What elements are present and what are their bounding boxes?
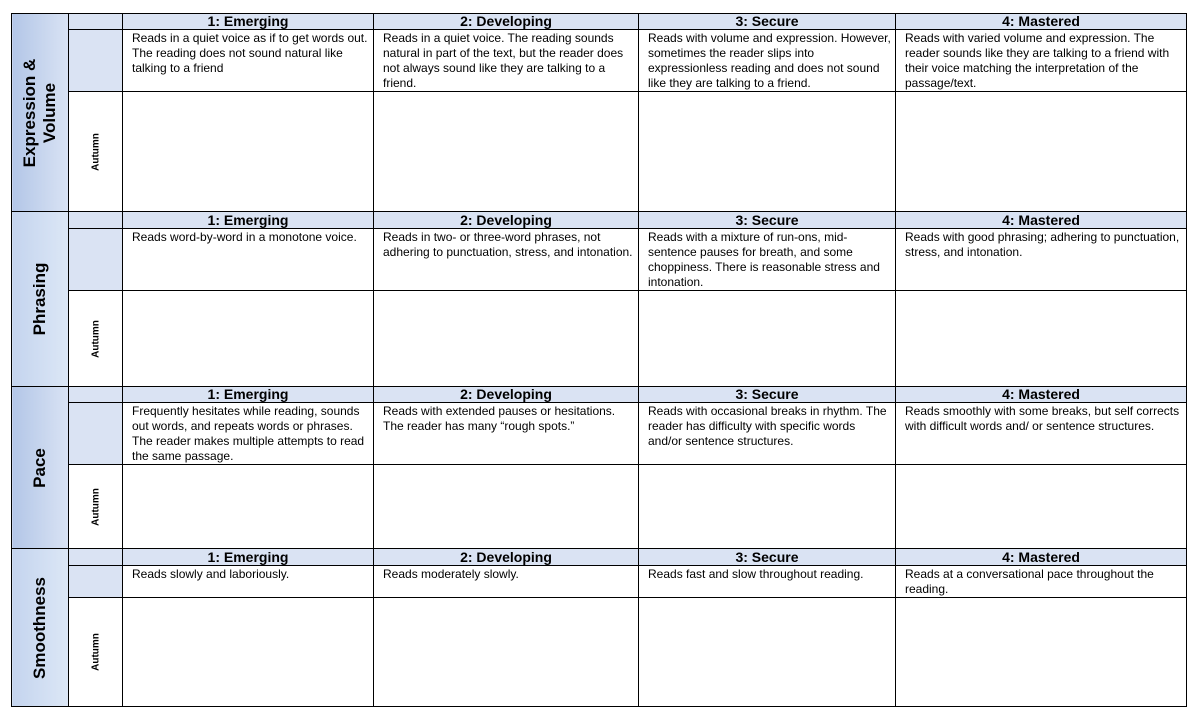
descriptor-row <box>12 30 1187 92</box>
header-row <box>12 14 1187 30</box>
assessment-cell[interactable] <box>374 92 639 212</box>
level-header: 4: Mastered <box>896 549 1187 566</box>
header-row <box>12 212 1187 229</box>
category-label <box>30 576 50 678</box>
descriptor-cell: Reads with varied volume and expression. The reader sounds like they are talking to a friend with their voice matching the interpretation of the passage/text. <box>896 30 1187 92</box>
category-name-line: Pace <box>30 447 49 488</box>
descriptor-cell: Reads moderately slowly. <box>374 566 639 598</box>
assessment-cell[interactable] <box>896 92 1187 212</box>
season-label-cell <box>69 291 123 387</box>
level-header: 2: Developing <box>374 387 639 403</box>
level-header: 1: Emerging <box>123 549 374 566</box>
level-header: 1: Emerging <box>123 387 374 403</box>
descriptor-row-label <box>69 229 123 291</box>
descriptor-cell: Reads with extended pauses or hesitations. The reader has many “rough spots.” <box>374 403 639 465</box>
corner-cell <box>69 387 123 403</box>
assessment-cell[interactable] <box>123 291 374 387</box>
descriptor-cell: Reads with volume and expression. However, sometimes the reader slips into expressionless reading and does not sound like they are talking to a friend. <box>639 30 896 92</box>
category-cell <box>12 14 69 212</box>
autumn-row <box>12 598 1187 707</box>
descriptor-cell: Reads in two- or three-word phrases, not adhering to punctuation, stress, and intonation. <box>374 229 639 291</box>
assessment-cell[interactable] <box>374 465 639 549</box>
assessment-cell[interactable] <box>639 598 896 707</box>
assessment-cell[interactable] <box>639 291 896 387</box>
category-label <box>30 448 50 488</box>
descriptor-cell: Reads with a mixture of run-ons, mid-sentence pauses for breath, and some choppiness. There is reasonable stress and intonation. <box>639 229 896 291</box>
level-header: 3: Secure <box>639 387 896 403</box>
category-cell <box>12 212 69 387</box>
assessment-cell[interactable] <box>374 291 639 387</box>
descriptor-cell: Reads at a conversational pace throughout the reading. <box>896 566 1187 598</box>
season-label-cell <box>69 465 123 549</box>
descriptor-cell: Reads smoothly with some breaks, but self corrects with difficult words and/ or sentence structures. <box>896 403 1187 465</box>
assessment-cell[interactable] <box>374 598 639 707</box>
descriptor-cell: Reads in a quiet voice. The reading sounds natural in part of the text, but the reader does not always sound like they are talking to a friend. <box>374 30 639 92</box>
level-header: 2: Developing <box>374 14 639 30</box>
level-header: 2: Developing <box>374 549 639 566</box>
assessment-cell[interactable] <box>639 92 896 212</box>
assessment-cell[interactable] <box>123 598 374 707</box>
assessment-cell[interactable] <box>123 92 374 212</box>
corner-cell <box>69 14 123 30</box>
descriptor-cell: Reads fast and slow throughout reading. <box>639 566 896 598</box>
descriptor-row <box>12 229 1187 291</box>
level-header: 3: Secure <box>639 14 896 30</box>
descriptor-row-label <box>69 403 123 465</box>
corner-cell <box>69 549 123 566</box>
level-header: 3: Secure <box>639 549 896 566</box>
corner-cell <box>69 212 123 229</box>
descriptor-cell: Reads with good phrasing; adhering to punctuation, stress, and intonation. <box>896 229 1187 291</box>
level-header: 1: Emerging <box>123 212 374 229</box>
autumn-row <box>12 92 1187 212</box>
header-row <box>12 387 1187 403</box>
descriptor-row-label <box>69 566 123 598</box>
season-label: Autumn <box>90 132 101 171</box>
autumn-row <box>12 465 1187 549</box>
assessment-cell[interactable] <box>896 598 1187 707</box>
season-label: Autumn <box>90 633 101 671</box>
autumn-row <box>12 291 1187 387</box>
level-header: 1: Emerging <box>123 14 374 30</box>
category-name-line: Phrasing <box>30 262 49 336</box>
season-label-cell <box>69 92 123 212</box>
season-label: Autumn <box>90 487 101 526</box>
category-label <box>30 263 50 336</box>
level-header: 4: Mastered <box>896 387 1187 403</box>
category-label <box>20 58 60 167</box>
season-label: Autumn <box>90 319 101 358</box>
descriptor-row-label <box>69 30 123 92</box>
assessment-cell[interactable] <box>639 465 896 549</box>
level-header: 4: Mastered <box>896 14 1187 30</box>
descriptor-row <box>12 566 1187 598</box>
descriptor-cell: Reads word-by-word in a monotone voice. <box>123 229 374 291</box>
category-name-line: Expression & <box>20 58 39 167</box>
descriptor-cell: Reads slowly and laboriously. <box>123 566 374 598</box>
descriptor-row <box>12 403 1187 465</box>
assessment-cell[interactable] <box>123 465 374 549</box>
category-name-line: Smoothness <box>30 576 49 679</box>
level-header: 4: Mastered <box>896 212 1187 229</box>
descriptor-cell: Frequently hesitates while reading, sounds out words, and repeats words or phrases. The reader makes multiple attempts to read the same passage. <box>123 403 374 465</box>
season-label-cell <box>69 598 123 707</box>
descriptor-cell: Reads in a quiet voice as if to get words out. The reading does not sound natural like talking to a friend <box>123 30 374 92</box>
assessment-cell[interactable] <box>896 291 1187 387</box>
fluency-rubric-table <box>11 13 1187 707</box>
descriptor-cell: Reads with occasional breaks in rhythm. The reader has difficulty with specific words and/or sentence structures. <box>639 403 896 465</box>
header-row <box>12 549 1187 566</box>
level-header: 3: Secure <box>639 212 896 229</box>
category-cell <box>12 549 69 707</box>
assessment-cell[interactable] <box>896 465 1187 549</box>
level-header: 2: Developing <box>374 212 639 229</box>
category-cell <box>12 387 69 549</box>
category-name-line: Volume <box>40 82 59 143</box>
